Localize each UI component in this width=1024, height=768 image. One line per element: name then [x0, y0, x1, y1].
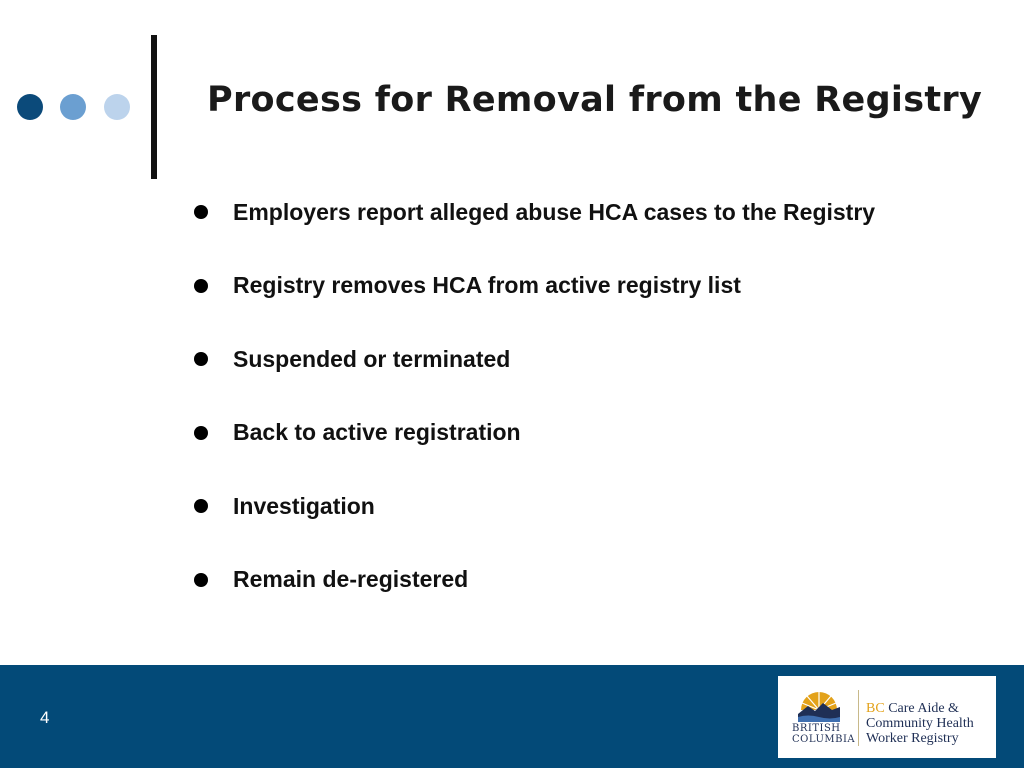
- bullet-icon: [194, 205, 208, 219]
- bullet-item: [192, 341, 875, 377]
- logo-line-1-rest: Care Aide &: [884, 701, 959, 716]
- bullet-icon: [194, 573, 208, 587]
- bullet-item: [192, 194, 875, 230]
- title-divider-bar: [151, 35, 157, 179]
- page-number: 4: [40, 708, 50, 727]
- logo-registry-line-2: Community Health: [866, 716, 974, 731]
- decor-dot-light: [104, 94, 130, 120]
- bullet-item: [192, 415, 875, 451]
- bc-sun-mountain-icon: [796, 690, 842, 722]
- registry-logo: [778, 676, 996, 758]
- logo-british-text: BRITISH: [792, 723, 841, 734]
- slide-title: Process for Removal from the Registry: [207, 80, 983, 120]
- logo-registry-line-3: Worker Registry: [866, 731, 959, 746]
- bullet-text: Back to active registration: [233, 419, 521, 446]
- logo-bc-prefix: BC: [866, 701, 885, 716]
- bullet-text: Registry removes HCA from active registry list: [233, 272, 741, 299]
- bullet-icon: [194, 352, 208, 366]
- bullet-icon: [194, 279, 208, 293]
- bullet-item: [192, 268, 875, 304]
- logo-divider: [858, 690, 859, 746]
- bullet-item: [192, 488, 875, 524]
- logo-columbia-text: COLUMBIA: [792, 734, 856, 745]
- bullet-text: Employers report alleged abuse HCA cases to the Registry: [233, 198, 876, 225]
- bullet-text: Suspended or terminated: [233, 345, 511, 372]
- bullet-icon: [194, 499, 208, 513]
- bullet-icon: [194, 426, 208, 440]
- logo-registry-line-1: [866, 701, 959, 716]
- bullet-text: Remain de-registered: [233, 566, 469, 593]
- bullet-list: [192, 194, 875, 636]
- bullet-text: Investigation: [233, 492, 375, 519]
- decor-dot-mid: [60, 94, 86, 120]
- decor-dot-dark: [17, 94, 43, 120]
- bullet-item: [192, 562, 875, 598]
